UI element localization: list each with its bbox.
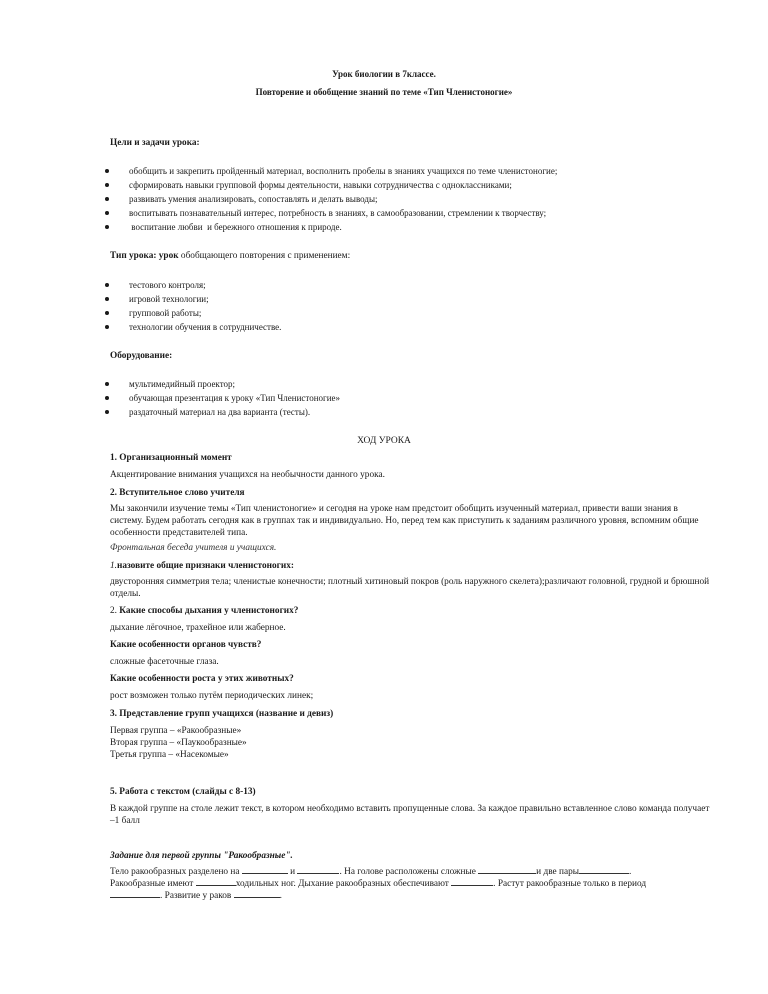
bullet-icon xyxy=(105,211,109,215)
answer-3: сложные фасеточные глаза. xyxy=(110,657,219,667)
section-5-text: В каждой группе на столе лежит текст, в котором необходимо вставить пропущенные слова. За каждое правильно вставленное слово команда получает –1 балл xyxy=(110,804,710,826)
goals-list xyxy=(100,165,557,234)
methods-list xyxy=(100,279,281,335)
bullet-icon xyxy=(105,283,109,287)
blank-field xyxy=(196,884,236,886)
bullet-icon xyxy=(105,325,109,329)
list-item: технологии обучения в сотрудничестве. xyxy=(100,321,281,335)
blank-field xyxy=(234,896,280,898)
blank-field xyxy=(297,872,339,874)
bullet-icon xyxy=(105,382,109,386)
bullet-icon xyxy=(105,410,109,414)
list-item: раздаточный материал на два варианта (тесты). xyxy=(100,406,340,420)
list-item: воспитывать познавательный интерес, потребность в знаниях, в самообразовании, стремлении к творчеству; xyxy=(100,207,557,221)
frontal-talk: Фронтальная беседа учителя и учащихся. xyxy=(110,543,277,553)
task-text-line-2: Ракообразные имеют ходильных ног. Дыхание ракообразных обеспечивают . Растут ракообразные только в период xyxy=(110,879,649,889)
bullet-icon xyxy=(105,311,109,315)
document-title: Урок биологии в 7классе. xyxy=(332,69,436,79)
blank-field xyxy=(242,872,288,874)
section-3-heading: 3. Представление групп учащихся (название и девиз) xyxy=(110,709,334,719)
list-item: групповой работы; xyxy=(100,307,281,321)
equipment-list xyxy=(100,378,340,420)
question-3: Какие особенности органов чувств? xyxy=(110,640,262,650)
list-item: мультимедийный проектор; xyxy=(100,378,340,392)
lesson-type: Тип урока: урок обобщающего повторения с применением: xyxy=(110,251,351,261)
group-3: Третья группа – «Насекомые» xyxy=(110,750,229,760)
bullet-icon xyxy=(105,396,109,400)
bullet-icon xyxy=(105,183,109,187)
blank-field xyxy=(110,896,160,898)
question-4: Какие особенности роста у этих животных? xyxy=(110,674,294,684)
section-2-heading: 2. Вступительное слово учителя xyxy=(110,488,245,498)
section-2-text: Мы закончили изучение темы «Тип членистоногие» и сегодня на уроке нам предстоит обобщить изученный материал, привести ваши знания в систему. Будем работать сегодня как в группах так и индивидуально. Но, перед тем как приступить к заданиям различного уровня, вспомним общие особенности представителей типа. xyxy=(110,504,699,538)
list-item: обучающая презентация к уроку «Тип Членистоногие» xyxy=(100,392,340,406)
answer-4: рост возможен только путём периодических линек; xyxy=(110,691,314,701)
bullet-icon xyxy=(105,197,109,201)
answer-2: дыхание лёгочное, трахейное или жаберное. xyxy=(110,623,286,633)
blank-field xyxy=(478,872,536,874)
blank-field xyxy=(579,872,629,874)
list-item: игровой технологии; xyxy=(100,293,281,307)
section-5-heading: 5. Работа с текстом (слайды с 8-13) xyxy=(110,787,256,797)
question-2: 2. Какие способы дыхания у членистоногих? xyxy=(110,606,299,616)
bullet-icon xyxy=(105,297,109,301)
section-1-text: Акцентирование внимания учащихся на необычности данного урока. xyxy=(110,470,385,480)
equipment-heading: Оборудование: xyxy=(110,351,173,361)
list-item: развивать умения анализировать, сопоставлять и делать выводы; xyxy=(100,193,557,207)
section-1-heading: 1. Организационный момент xyxy=(110,453,232,463)
list-item: тестового контроля; xyxy=(100,279,281,293)
course-heading: ХОД УРОКА xyxy=(357,436,411,446)
list-item: сформировать навыки групповой формы деятельности, навыки сотрудничества с одноклассниками; xyxy=(100,179,557,193)
list-item: воспитание любви и бережного отношения к природе. xyxy=(100,221,557,235)
goals-heading: Цели и задачи урока: xyxy=(110,138,200,148)
list-item: обобщить и закрепить пройденный материал, восполнить пробелы в знаниях учащихся по теме членистоногие; xyxy=(100,165,557,179)
bullet-icon xyxy=(105,225,109,229)
task-text-line-3: . Развитие у раков . xyxy=(110,890,282,903)
question-1: 1.назовите общие признаки членистоногих: xyxy=(110,561,294,571)
blank-field xyxy=(451,884,493,886)
bullet-icon xyxy=(105,169,109,173)
document-subtitle: Повторение и обобщение знаний по теме «Тип Членистоногие» xyxy=(255,87,513,97)
group-2: Вторая группа – «Паукообразные» xyxy=(110,738,247,748)
task-heading: Задание для первой группы "Ракообразные". xyxy=(110,851,293,861)
answer-1: двусторонняя симметрия тела; членистые конечности; плотный хитиновый покров (роль наружного скелета);различают головной, грудной и брюшной отделы. xyxy=(110,577,710,599)
group-1: Первая группа – «Ракообразные» xyxy=(110,726,242,736)
task-text-line-1: Тело ракообразных разделено на и . На голове расположены сложные и две пары . xyxy=(110,867,632,877)
